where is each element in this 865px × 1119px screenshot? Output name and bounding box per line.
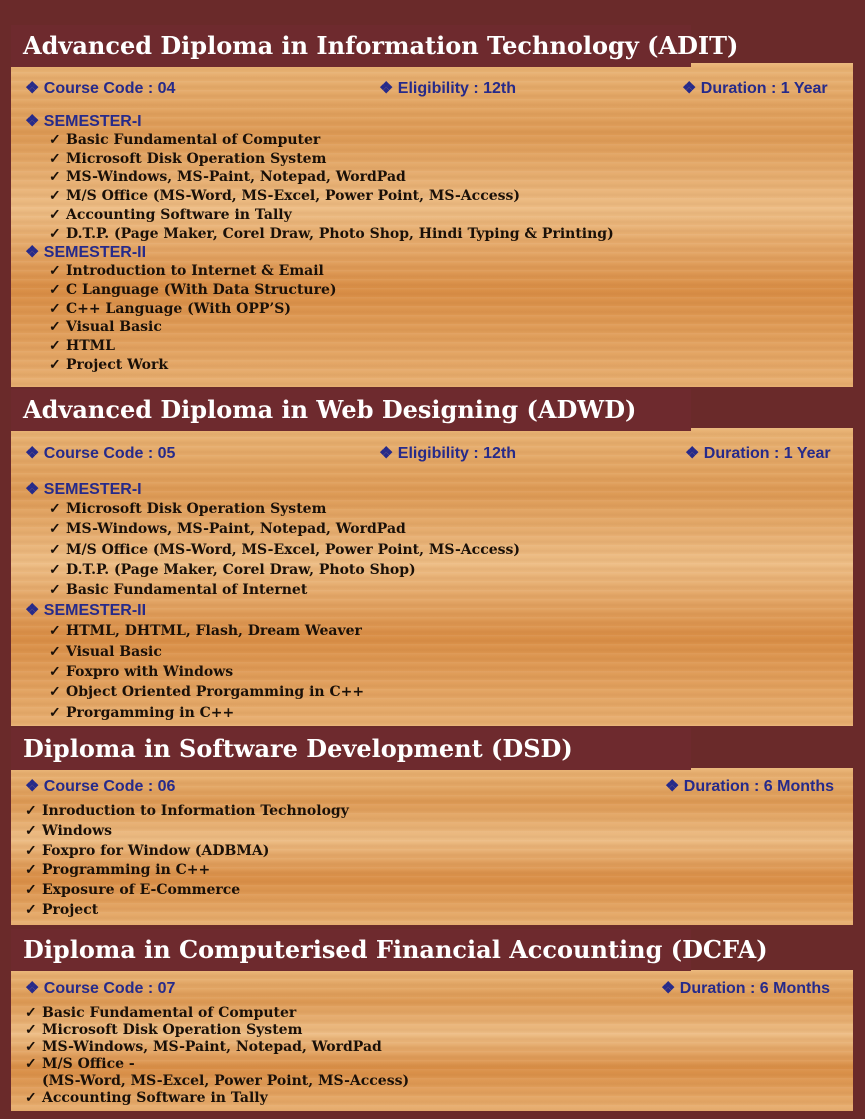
section-adit bbox=[11, 63, 853, 387]
adit-semester-2-heading: ❖ SEMESTER-II bbox=[25, 244, 147, 262]
section-title-dcfa: Diploma in Computerised Financial Accounting (DCFA) bbox=[11, 929, 691, 971]
section-dsd bbox=[11, 768, 853, 925]
check-icon: ✓ bbox=[25, 822, 37, 839]
dsd-duration: ❖ Duration : 6 Months bbox=[665, 778, 835, 795]
list-item: ✓ HTML, DHTML, Flash, Dream Weaver bbox=[25, 621, 839, 641]
diamond-icon: ❖ bbox=[25, 113, 40, 130]
check-icon: ✓ bbox=[49, 623, 61, 640]
list-item: ✓ Microsoft Disk Operation System bbox=[25, 1022, 303, 1038]
list-item: ✓ D.T.P. (Page Maker, Corel Draw, Photo Shop, Hindi Typing & Printing) bbox=[49, 225, 614, 242]
list-item: ✓ Accounting Software in Tally bbox=[25, 1090, 268, 1106]
check-icon: ✓ bbox=[49, 225, 61, 242]
adit-semester-2-list bbox=[25, 262, 839, 374]
check-icon: ✓ bbox=[25, 1005, 37, 1021]
dcfa-meta-row bbox=[25, 978, 839, 1005]
list-item: ✓ Basic Fundamental of Computer bbox=[49, 132, 321, 148]
adit-eligibility: ❖ Eligibility : 12th bbox=[379, 80, 517, 97]
diamond-icon: ❖ bbox=[682, 80, 697, 97]
check-icon: ✓ bbox=[49, 501, 61, 517]
check-icon: ✓ bbox=[49, 300, 61, 317]
list-item: ✓ M/S Office (MS-Word, MS-Excel, Power Point, MS-Access) bbox=[25, 540, 839, 560]
list-item-continuation: (MS-Word, MS-Excel, Power Point, MS-Access) bbox=[42, 1073, 410, 1089]
adwd-semester-2-list bbox=[25, 621, 839, 722]
check-icon: ✓ bbox=[25, 842, 37, 859]
check-icon: ✓ bbox=[49, 684, 61, 701]
check-icon: ✓ bbox=[49, 541, 61, 558]
check-icon: ✓ bbox=[25, 1022, 37, 1038]
dcfa-course-code: ❖ Course Code : 07 bbox=[25, 980, 176, 997]
adit-semester-1-list bbox=[25, 131, 839, 243]
list-item: ✓ Programming in C++ bbox=[25, 861, 839, 881]
check-icon: ✓ bbox=[49, 132, 61, 148]
list-item: ✓ Project Work bbox=[49, 356, 169, 373]
diamond-icon: ❖ bbox=[25, 602, 40, 620]
diamond-icon: ❖ bbox=[665, 778, 680, 795]
diamond-icon: ❖ bbox=[379, 80, 394, 97]
list-item: ✓ Exposure of E-Commerce bbox=[25, 881, 839, 901]
check-icon: ✓ bbox=[49, 338, 61, 355]
list-item: ✓ D.T.P. (Page Maker, Corel Draw, Photo Shop) bbox=[25, 560, 839, 580]
check-icon: ✓ bbox=[25, 862, 37, 879]
check-icon: ✓ bbox=[49, 664, 61, 681]
check-icon: ✓ bbox=[49, 319, 61, 336]
list-item: ✓ Microsoft Disk Operation System bbox=[49, 150, 327, 167]
list-item: ✓ Visual Basic bbox=[49, 319, 162, 336]
list-item: ✓ Foxpro for Window (ADBMA) bbox=[25, 842, 839, 862]
dcfa-duration: ❖ Duration : 6 Months bbox=[661, 980, 831, 997]
adwd-duration: ❖ Duration : 1 Year bbox=[685, 445, 831, 462]
adwd-course-code: ❖ Course Code : 05 bbox=[25, 445, 176, 462]
list-item: ✓ Prorgamming in C++ bbox=[25, 703, 839, 723]
diamond-icon: ❖ bbox=[25, 778, 40, 795]
adwd-semester-1-list bbox=[25, 499, 839, 600]
section-adwd bbox=[11, 428, 853, 726]
list-item: ✓ Inroduction to Information Technology bbox=[25, 802, 839, 822]
section-title-adit: Advanced Diploma in Information Technology (ADIT) bbox=[11, 25, 691, 67]
dsd-meta-row bbox=[25, 776, 839, 800]
list-item: ✓ Accounting Software in Tally bbox=[49, 206, 292, 223]
diamond-icon: ❖ bbox=[25, 244, 40, 262]
check-icon: ✓ bbox=[25, 1039, 37, 1055]
check-icon: ✓ bbox=[25, 901, 37, 918]
diamond-icon: ❖ bbox=[379, 445, 394, 462]
adit-semester-1-heading: ❖ SEMESTER-I bbox=[25, 113, 142, 130]
list-item: ✓ MS-Windows, MS-Paint, Notepad, WordPad bbox=[25, 1039, 382, 1055]
list-item: ✓ MS-Windows, MS-Paint, Notepad, WordPad bbox=[49, 169, 406, 186]
check-icon: ✓ bbox=[49, 521, 61, 538]
list-item: ✓ M/S Office - bbox=[25, 1056, 135, 1072]
adwd-semester-1-heading: ❖ SEMESTER-I bbox=[25, 481, 142, 498]
check-icon: ✓ bbox=[49, 561, 61, 578]
check-icon: ✓ bbox=[49, 169, 61, 186]
adit-meta-row bbox=[25, 78, 839, 102]
list-item: ✓ Windows bbox=[25, 822, 839, 842]
list-item: ✓ MS-Windows, MS-Paint, Notepad, WordPad bbox=[25, 519, 839, 539]
dcfa-list bbox=[25, 1005, 839, 1107]
list-item: ✓ M/S Office (MS-Word, MS-Excel, Power Point, MS-Access) bbox=[49, 188, 521, 205]
check-icon: ✓ bbox=[49, 582, 61, 599]
list-item: ✓ C++ Language (With OPP’S) bbox=[49, 300, 291, 317]
check-icon: ✓ bbox=[25, 803, 37, 819]
diamond-icon: ❖ bbox=[25, 445, 40, 462]
adwd-meta-row bbox=[25, 443, 839, 467]
dsd-list bbox=[25, 802, 839, 921]
list-item: ✓ Project bbox=[25, 901, 839, 921]
check-icon: ✓ bbox=[49, 356, 61, 373]
check-icon: ✓ bbox=[49, 263, 61, 280]
list-item: ✓ HTML bbox=[49, 338, 115, 355]
adwd-eligibility: ❖ Eligibility : 12th bbox=[379, 445, 517, 462]
check-icon: ✓ bbox=[49, 206, 61, 223]
list-item: ✓ Basic Fundamental of Computer bbox=[25, 1005, 297, 1021]
list-item: ✓ Microsoft Disk Operation System bbox=[25, 499, 839, 519]
adit-duration: ❖ Duration : 1 Year bbox=[682, 80, 828, 97]
diamond-icon: ❖ bbox=[25, 481, 40, 498]
section-dcfa bbox=[11, 970, 853, 1111]
list-item: ✓ Visual Basic bbox=[25, 642, 839, 662]
diamond-icon: ❖ bbox=[685, 445, 700, 462]
check-icon: ✓ bbox=[49, 188, 61, 205]
dsd-course-code: ❖ Course Code : 06 bbox=[25, 778, 176, 795]
list-item: ✓ Foxpro with Windows bbox=[25, 662, 839, 682]
diamond-icon: ❖ bbox=[25, 980, 40, 997]
diamond-icon: ❖ bbox=[25, 80, 40, 97]
adit-course-code: ❖ Course Code : 04 bbox=[25, 80, 176, 97]
list-item: ✓ C Language (With Data Structure) bbox=[49, 281, 337, 298]
section-title-dsd: Diploma in Software Development (DSD) bbox=[11, 728, 691, 770]
check-icon: ✓ bbox=[49, 150, 61, 167]
check-icon: ✓ bbox=[25, 1090, 37, 1106]
check-icon: ✓ bbox=[49, 281, 61, 298]
list-item: ✓ Object Oriented Prorgamming in C++ bbox=[25, 682, 839, 702]
diamond-icon: ❖ bbox=[661, 980, 676, 997]
check-icon: ✓ bbox=[25, 882, 37, 899]
section-title-adwd: Advanced Diploma in Web Designing (ADWD) bbox=[11, 389, 691, 431]
list-item: ✓ Introduction to Internet & Email bbox=[49, 263, 324, 280]
check-icon: ✓ bbox=[49, 704, 61, 721]
check-icon: ✓ bbox=[25, 1056, 37, 1072]
list-item: ✓ Basic Fundamental of Internet bbox=[25, 580, 839, 600]
check-icon: ✓ bbox=[49, 643, 61, 660]
adwd-semester-2-heading: ❖ SEMESTER-II bbox=[25, 602, 147, 620]
